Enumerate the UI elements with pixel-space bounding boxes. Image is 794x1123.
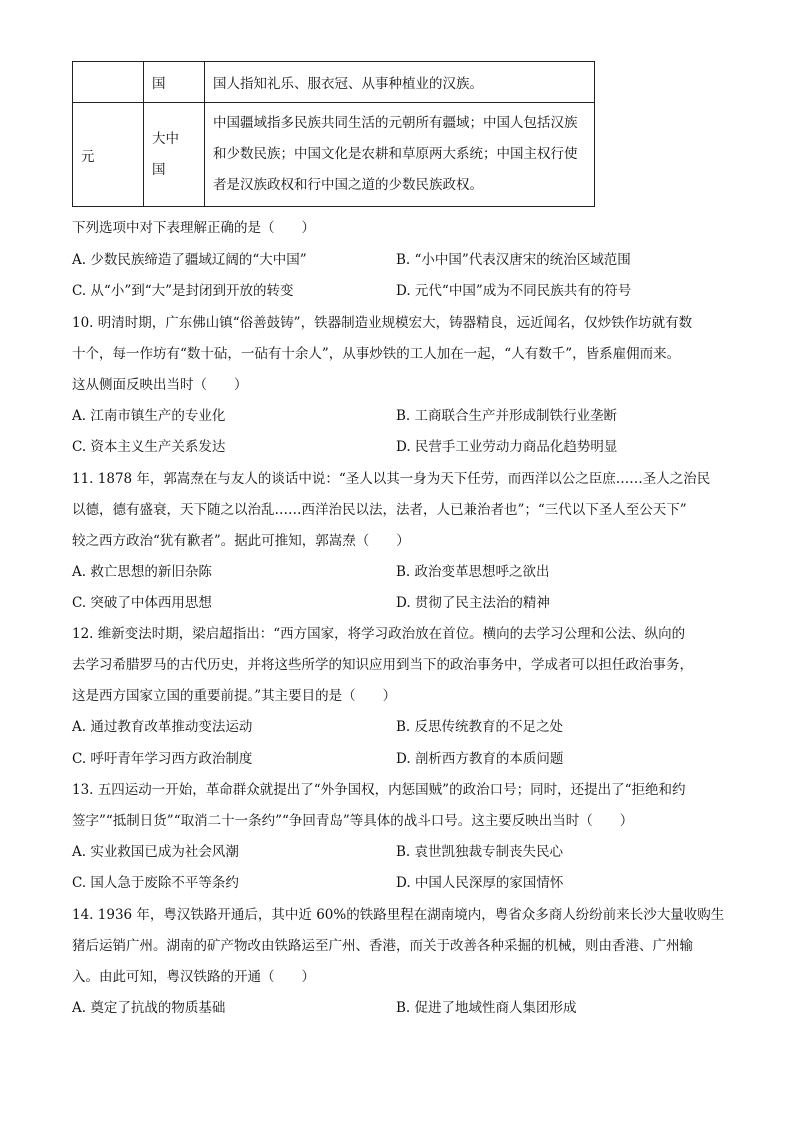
q12-option-c: C. 呼吁青年学习西方政治制度 [72, 751, 253, 767]
q14-option-b: B. 促进了地域性商人集团形成 [396, 1000, 577, 1016]
q10-option-a: A. 江南市镇生产的专业化 [72, 408, 226, 424]
comparison-table [72, 61, 595, 207]
q13-option-d: D. 中国人民深厚的家国情怀 [396, 875, 564, 891]
table-cell-period: 元 [73, 103, 144, 207]
question-11-line: 较之西方政治“犹有歉者”。据此可推知，郭嵩焘（ ） [72, 533, 410, 549]
q11-option-c: C. 突破了中体西用思想 [72, 595, 212, 611]
q12-option-d: D. 剖析西方教育的本质问题 [396, 751, 564, 767]
q9-option-c: C. 从“小”到“大”是封闭到开放的转变 [72, 283, 294, 299]
q12-option-b: B. 反思传统教育的不足之处 [396, 719, 564, 735]
table-cell-line: 大中 [152, 130, 179, 147]
question-11-line: 以德，德有盛衰，天下随之以治乱……西洋治民以法，法者，人已兼治者也”；“三代以下圣人至公天下” [72, 502, 687, 518]
q10-option-b: B. 工商联合生产并形成制铁行业垄断 [396, 408, 618, 424]
q10-option-d: D. 民营手工业劳动力商品化趋势明显 [396, 439, 618, 455]
table-cell-line: 中国疆域指多民族共同生活的元朝所有疆域；中国人包括汉族 [213, 115, 578, 131]
q13-option-a: A. 实业救国已成为社会风潮 [72, 844, 239, 860]
table-row [73, 103, 595, 207]
q12-option-a: A. 通过教育改革推动变法运动 [72, 719, 253, 735]
question-14-line: 猪后运销广州。湖南的矿产物改由铁路运至广州、香港，而关于改善各种采掘的机械，则由香港、广州输 [72, 938, 693, 954]
q10-option-c: C. 资本主义生产关系发达 [72, 439, 226, 455]
question-9-stem: 下列选项中对下表理解正确的是（ ） [72, 220, 315, 236]
q13-option-c: C. 国人急于废除不平等条约 [72, 875, 239, 891]
table-cell-line: 和少数民族；中国文化是农耕和草原两大系统；中国主权行使 [213, 146, 578, 162]
q14-option-a: A. 奠定了抗战的物质基础 [72, 1000, 226, 1016]
table-cell-line: 者是汉族政权和行中国之道的少数民族政权。 [213, 177, 483, 193]
question-10-line: 10. 明清时期，广东佛山镇“俗善鼓铸”，铁器制造业规模宏大，铸器精良，远近闻名，仅炒铁作坊就有数 [72, 315, 693, 331]
q13-option-b: B. 袁世凯独裁专制丧失民心 [396, 844, 564, 860]
table-row [73, 62, 595, 103]
q11-option-d: D. 贯彻了民主法治的精神 [396, 595, 550, 611]
q9-option-d: D. 元代“中国”成为不同民族共有的符号 [396, 283, 632, 299]
q11-option-b: B. 政治变革思想呼之欲出 [396, 564, 550, 580]
question-12-line: 去学习希腊罗马的古代历史，并将这些所学的知识应用到当下的政治事务中，学成者可以担任政治事务， [72, 657, 693, 673]
q9-option-b: B. “小中国”代表汉唐宋的统治区域范围 [396, 252, 631, 268]
table-cell-term: 国 [144, 62, 205, 103]
question-13-line: 签字”“抵制日货”“取消二十一条约”“争回青岛”等具体的战斗口号。这主要反映出当时（ ） [72, 813, 634, 829]
question-10-line: 十个，每一作坊有“数十砧，一砧有十余人”，从事炒铁的工人加在一起，“人有数千”，皆系雇佣而来。 [72, 346, 681, 362]
question-10-line: 这从侧面反映出当时（ ） [72, 377, 248, 393]
q11-option-a: A. 救亡思想的新旧杂陈 [72, 564, 212, 580]
question-13-line: 13. 五四运动一开始，革命群众就提出了“外争国权，内惩国贼”的政治口号；同时，还提出了“拒绝和约 [72, 782, 686, 798]
table-cell-meaning [205, 103, 595, 207]
q9-option-a: A. 少数民族缔造了疆域辽阔的“大中国” [72, 252, 307, 268]
table-cell-meaning: 国人指知礼乐、服衣冠、从事种植业的汉族。 [205, 62, 595, 103]
table-cell-period [73, 62, 144, 103]
question-12-line: 这是西方国家立国的重要前提。”其主要目的是（ ） [72, 688, 397, 704]
question-14-line: 14. 1936 年，粤汉铁路开通后，其中近 60%的铁路里程在湖南境内，粤省众多商人纷纷前来长沙大量收购生 [72, 907, 725, 923]
question-14-line: 入。由此可知，粤汉铁路的开通（ ） [72, 969, 315, 985]
table-cell-term [144, 103, 205, 207]
table-cell-line: 国 [152, 161, 166, 178]
question-12-line: 12. 维新变法时期，梁启超指出：“西方国家，将学习政治放在首位。横向的去学习公理和公法、纵向的 [72, 626, 686, 642]
question-11-line: 11. 1878 年，郭嵩焘在与友人的谈话中说：“圣人以其一身为天下任劳，而西洋以公之臣庶……圣人之治民 [72, 471, 711, 487]
